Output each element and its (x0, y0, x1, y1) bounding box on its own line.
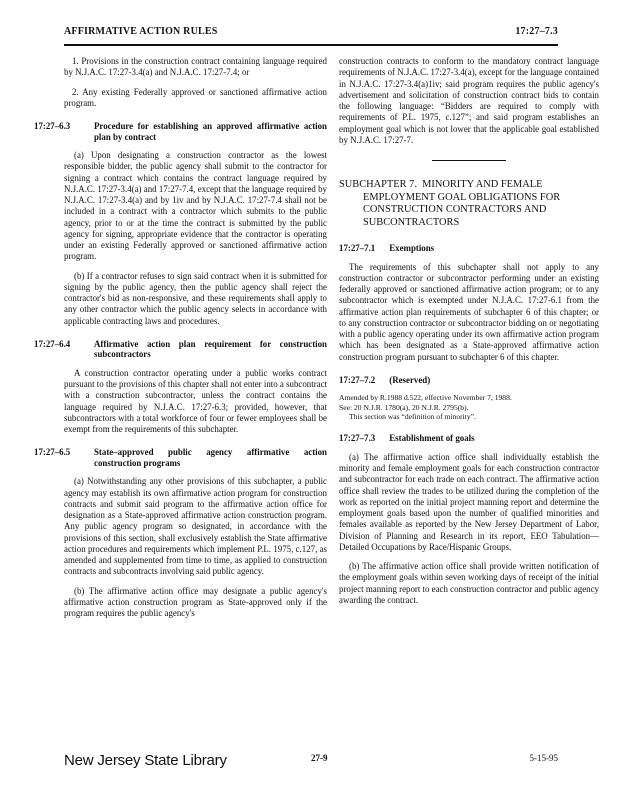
subchapter-title-rest: EMPLOYMENT GOAL OBLIGATIONS FOR CONSTRUCTION CONTRACTORS AND SUBCONTRACTORS (363, 191, 561, 228)
paragraph-7-3-b: (b) The affirmative action office shall provide written notification of the employment goals within seven working days of receipt of the initial project manning report to each construction contractor and public agency awarding the contract. (339, 561, 599, 605)
section-number: 17:27–7.1 (339, 243, 376, 253)
subchapter-label: SUBCHAPTER 7. (339, 179, 417, 190)
section-number: 17:27–6.5 (34, 447, 71, 458)
amendment-line: See: 20 N.J.R. 1780(a), 20 N.J.R. 2795(b). (339, 402, 469, 412)
list-item-1: 1. Provisions in the construction contract containing language required by N.J.A.C. 17:27-3.4(a) and N.J.A.C. 17:27-7.4; or (64, 56, 327, 78)
left-column (34, 56, 327, 627)
paragraph-7-1: The requirements of this subchapter shall not apply to any construction contractor or subcontractor performing under an existing federally approved or sanctioned affirmative action program; or to any subcontractor which is exempted under N.J.A.C. 17:27-6.1 from the affirmative action plan requirements of subchapter 6 of this chapter; or to any construction contractor or subcontractor bidding on or negotiating with a public agency operating under its own affirmative action program which has been designated as a State-approved affirmative action construction program pursuant to subchapter 6 of this chapter. (339, 261, 599, 362)
section-title: Procedure for establishing an approved affirmative action plan by contract (94, 121, 327, 142)
revision-date: 5-15-95 (529, 753, 558, 763)
section-divider (432, 160, 506, 161)
paragraph-6-4: A construction contractor operating under a public works contract pursuant to the provisions of this chapter shall not enter into a subcontract with a construction subcontractor, unless the contract contains the language required by N.J.A.C. 17:27-6.3; provided, however, that subcontractors with a total workforce of four or fewer employees shall be exempt from the requirements of this subchapter. (64, 367, 327, 434)
subchapter-title-line1: MINORITY AND FEMALE (422, 179, 543, 190)
amendment-line: Amended by R.1988 d.522, effective November 7, 1988. (339, 393, 512, 403)
paragraph-7-3-a: (a) The affirmative action office shall individually establish the minority and female employment goals for each construction contractor and subcontractor for each trade on each contract. The affirmative action office shall review the trades to be utilized during the completion of the work as reported on the initial project manning report and determine the employment goals based upon the number of qualified minorities and females available as reported by the New Jersey Department of Labor, Division of Planning and Research in its report, EEO Tabulation—Detailed Occupations by Race/Hispanic Groups. (339, 451, 599, 552)
section-number: 17:27–7.2 (339, 374, 376, 385)
right-column (339, 56, 599, 614)
section-heading-6-5 (34, 447, 327, 468)
section-title: Establishment of goals (389, 433, 475, 444)
section-title: (Reserved) (389, 374, 431, 385)
subchapter-heading (339, 179, 599, 229)
paragraph-6-5-b: (b) The affirmative action office may designate a public agency's affirmative action construction program as State-approved only if the program requires the public agency's (64, 585, 327, 618)
section-heading-6-3 (34, 121, 327, 142)
amendment-line: This section was “definition of minority”. (349, 412, 476, 422)
section-title: Affirmative action plan requirement for construction subcontractors (94, 338, 327, 360)
paragraph-6-3-a: (a) Upon designating a construction contractor as the lowest responsible bidder, the public agency shall submit to the contractor for signing a contract which contains the contract language required by N.J.A.C. 17:27-3.4(a) and 17:27-7.4, except that the language required by N.J.A.C. 17:27-3.4(a) and by 1iv and by N.J.A.C. 17:27-7.4 shall not be included in a contract with a contractor which submits to the public agency, prior to or at the time the contract is submitted by the public agency for signing, appropriate evidence that the contractor is operating under an existing Federally approved or sanctioned affirmative action program. (64, 150, 327, 262)
section-heading-7-1 (339, 243, 599, 254)
paragraph-6-5-a: (a) Notwithstanding any other provisions of this subchapter, a public agency may establish its own affirmative action program for construction contracts and submit said program to the affirmative action office for designation as a State-approved affirmative action construction program. Any public agency program so designated, in accordance with the provisions of this section, shall exclusively establish the State affirmative action procedures and requirements which implement P.L. 1975, c.127, as amended and supplemented from time to time, as applied to construction contracts and subcontracts involving said public agency. (64, 476, 327, 577)
paragraph-6-3-b: (b) If a contractor refuses to sign said contract when it is submitted for signing by the public agency, then the public agency shall reject the contractor's bid as non-responsive, and these requirements shall apply to any other contractor which the public agency selects in accordance with applicable contracting laws and procedures. (64, 270, 327, 326)
running-header (64, 26, 558, 42)
section-number: 17:27–6.3 (34, 121, 71, 131)
header-section-number: 17:27–7.3 (515, 26, 558, 37)
section-heading-7-3 (339, 433, 599, 444)
library-watermark: New Jersey State Library (64, 752, 227, 769)
section-title: State–approved public agency affirmative action construction programs (94, 447, 327, 468)
header-title: AFFIRMATIVE ACTION RULES (64, 26, 218, 37)
section-heading-6-4 (34, 338, 327, 360)
header-rule (64, 44, 558, 46)
page-footer (0, 747, 620, 777)
section-heading-7-2 (339, 375, 599, 386)
amendment-note (339, 393, 599, 421)
paragraph-continued: construction contracts to conform to the mandatory contract language requirements of N.J.A.C. 17:27-3.4(a), except for the language contained in N.J.A.C. 17:27-3.4(a)1iv; said program requires the public agency's advertisement and solicitation of construction contract bids to contain the following language: “Bidders are required to comply with requirements of P.L. 1975, c.127”; and said program establishes an employment goal which is not lower that the applicable goal established by N.J.A.C. 17:27-7. (339, 56, 599, 145)
page-number: 27-9 (311, 753, 328, 763)
section-number: 17:27–6.4 (34, 338, 71, 349)
section-title: Exemptions (389, 243, 435, 253)
list-item-2: 2. Any existing Federally approved or sanctioned affirmative action program. (64, 86, 327, 108)
section-number: 17:27–7.3 (339, 433, 376, 444)
